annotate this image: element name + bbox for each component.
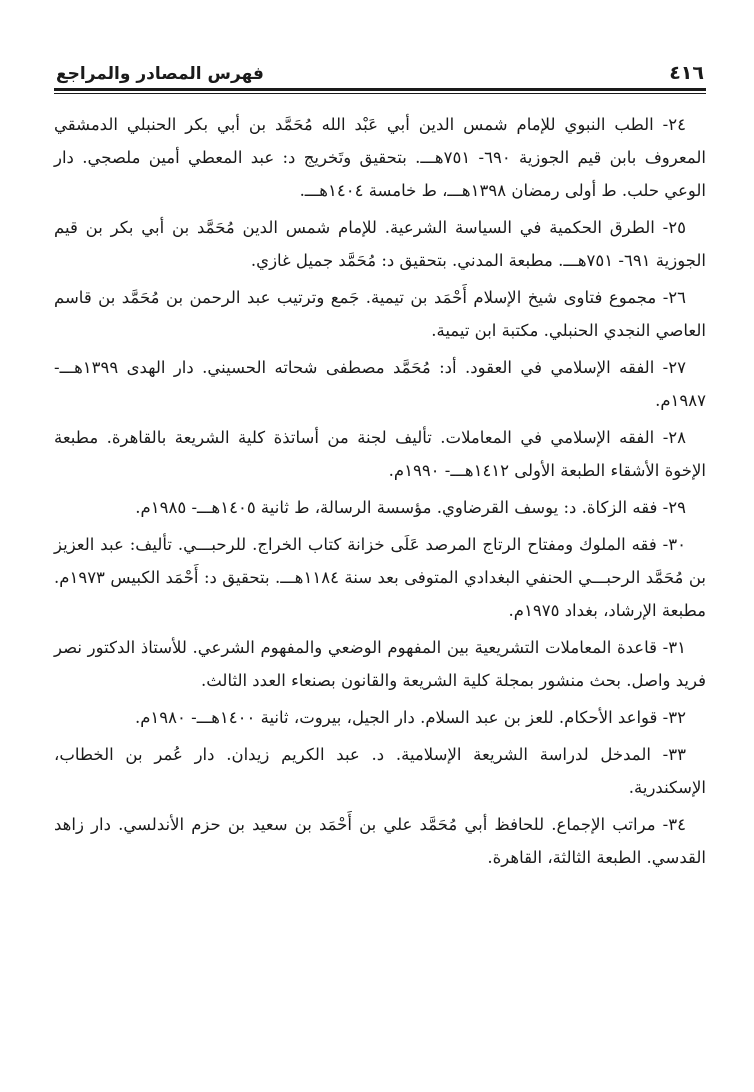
- bibliography-entry-26: ٢٦- مجموع فتاوى شيخ الإسلام أَحْمَد بن تيمية. جَمع وترتيب عبد الرحمن بن مُحَمَّد بن قاسم العاصي النجدي الحنبلي. مكتبة ابن تيمية.: [54, 288, 706, 340]
- bibliography-list: [54, 108, 706, 874]
- bibliography-entry-32: ٣٢- قواعد الأحكام. للعز بن عبد السلام. دار الجيل، بيروت، ثانية ١٤٠٠هـــ- ١٩٨٠م.: [134, 708, 686, 727]
- bibliography-entry-25: ٢٥- الطرق الحكمية في السياسة الشرعية. للإمام شمس الدين مُحَمَّد بن أبي بكر بن قيم الجوزية ٦٩١- ٧٥١هـــ. مطبعة المدني. بتحقيق د: مُحَمَّد جميل غازي.: [54, 218, 706, 270]
- page-number: ٤١٦: [669, 62, 704, 84]
- bibliography-entry-30: ٣٠- فقه الملوك ومفتاح الرتاج المرصد عَلَى خزانة كتاب الخراج. للرحبـــي. تأليف: عبد العزيز بن مُحَمَّد الرحبـــي الحنفي البغدادي المتوفى بعد سنة ١١٨٤هـــ. بتحقيق د: أَحْمَد الكبيس ١٩٧٣م. مطبعة الإرشاد، بغداد ١٩٧٥م.: [54, 535, 706, 620]
- bibliography-entry-33: ٣٣- المدخل لدراسة الشريعة الإسلامية. د. عبد الكريم زيدان. دار عُمر بن الخطاب، الإسكندرية.: [54, 745, 706, 797]
- page-header: [54, 56, 706, 84]
- bibliography-entry-27: ٢٧- الفقه الإسلامي في العقود. أد: مُحَمَّد مصطفى شحاته الحسيني. دار الهدى ١٣٩٩هـــ- ١٩٨٧م.: [54, 358, 706, 410]
- bibliography-entry-29: ٢٩- فقه الزكاة. د: يوسف القرضاوي. مؤسسة الرسالة، ط ثانية ١٤٠٥هـــ- ١٩٨٥م.: [135, 498, 686, 517]
- running-title: فهرس المصادر والمراجع: [56, 64, 264, 84]
- header-rule-thick: [54, 88, 706, 91]
- page: [54, 56, 706, 878]
- bibliography-entry-24: ٢٤- الطب النبوي للإمام شمس الدين أبي عَبْد الله مُحَمَّد بن أبي بكر الحنبلي الدمشقي المعروف بابن قيم الجوزية ٦٩٠- ٧٥١هـــ. بتحقيق وتَخريج د: عبد المعطي أمين ملصجي. دار الوعي حلب. ط أولى رمضان ١٣٩٨هـــ، ط خامسة ١٤٠٤هـــ.: [54, 115, 706, 200]
- header-rule-thin: [54, 93, 706, 94]
- bibliography-entry-31: ٣١- قاعدة المعاملات التشريعية بين المفهوم الوضعي والمفهوم الشرعي. للأستاذ الدكتور نصر فريد واصل. بحث منشور بمجلة كلية الشريعة والقانون بصنعاء العدد الثالث.: [54, 638, 706, 690]
- bibliography-entry-28: ٢٨- الفقه الإسلامي في المعاملات. تأليف لجنة من أساتذة كلية الشريعة بالقاهرة. مطبعة الإخوة الأشقاء الطبعة الأولى ١٤١٢هـــ- ١٩٩٠م.: [54, 428, 706, 480]
- bibliography-entry-34: ٣٤- مراتب الإجماع. للحافظ أبي مُحَمَّد علي بن أَحْمَد بن سعيد بن حزم الأندلسي. دار زاهد القدسي. الطبعة الثالثة، القاهرة.: [54, 815, 706, 867]
